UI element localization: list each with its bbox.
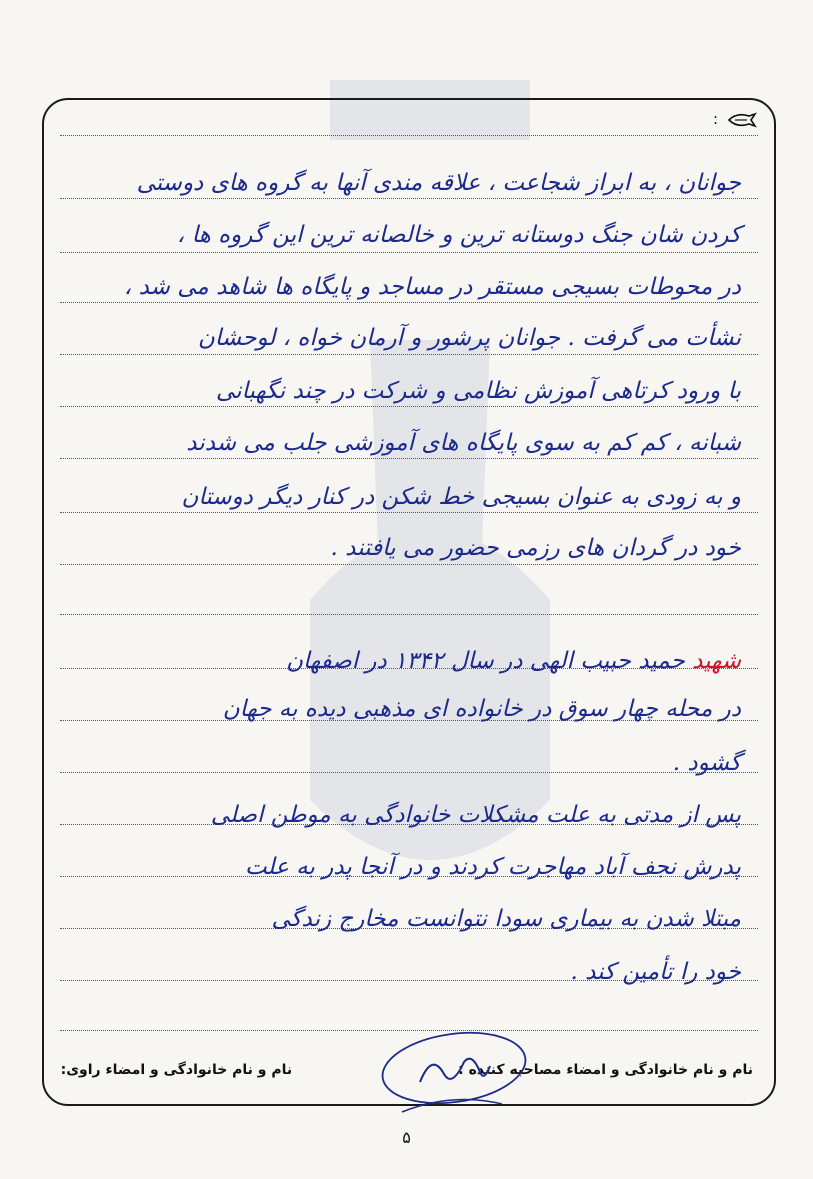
ruled-line	[60, 458, 758, 459]
handwritten-line: در محوطات بسیجی مستقر در مساجد و پایگاه ها شاهد می شد ،	[123, 274, 741, 300]
narrator-label: نام و نام خانوادگی و امضاء راوی:	[60, 1062, 293, 1078]
ruled-line	[60, 302, 758, 303]
handwritten-line: و به زودی به عنوان بسیجی خط شکن در کنار دیگر دوستان	[181, 484, 741, 510]
ruled-line	[60, 198, 758, 199]
handwritten-line: شبانه ، کم کم به سوی پایگاه های آموزشی جلب می شدند	[186, 430, 741, 456]
header-colon: :	[713, 110, 719, 128]
martyr-title: شهید	[692, 648, 741, 674]
ruled-line	[60, 135, 758, 136]
ruled-line	[60, 564, 758, 565]
ruled-line	[60, 354, 758, 355]
handwritten-line: خود در گردان های رزمی حضور می یافتند .	[330, 535, 741, 561]
ruled-line	[60, 614, 758, 615]
handwritten-line: کردن شان جنگ دوستانه ترین و خالصانه ترین این گروه ها ،	[176, 222, 741, 248]
ruled-line	[60, 252, 758, 253]
handwritten-line: با ورود کرتاهی آموزش نظامی و شرکت در چند نگهبانی	[215, 378, 741, 404]
interviewer-label: نام و نام خانوادگی و امضاء مصاحبه کننده :	[458, 1062, 753, 1078]
ruled-line	[60, 406, 758, 407]
handwritten-line: در محله چهار سوق در خانواده ای مذهبی دیده به جهان	[222, 696, 741, 722]
handwritten-line: مبتلا شدن به بیماری سودا نتوانست مخارج زندگی	[271, 906, 741, 932]
handwritten-line: جوانان ، به ابراز شجاعت ، علاقه مندی آنها به گروه های دوستی	[136, 170, 741, 196]
handwritten-line: پس از مدتی به علت مشکلات خانوادگی به موطن اصلی	[210, 802, 741, 828]
pen-icon	[727, 110, 757, 130]
ruled-line	[60, 512, 758, 513]
handwritten-line: خود را تأمین کند .	[570, 959, 741, 985]
handwritten-line: نشأت می گرفت . جوانان پرشور و آرمان خواه ، لوحشان	[197, 325, 741, 351]
ruled-line	[60, 772, 758, 773]
handwritten-line: پدرش نجف آباد مهاجرت کردند و در آنجا پدر به علت	[244, 854, 741, 880]
handwritten-line: گشود .	[672, 750, 741, 776]
signature	[372, 1022, 532, 1120]
handwritten-line: شهید حمید حبیب الهی در سال ۱۳۴۲ در اصفهان	[286, 648, 741, 674]
page-number: ۵	[402, 1128, 411, 1147]
